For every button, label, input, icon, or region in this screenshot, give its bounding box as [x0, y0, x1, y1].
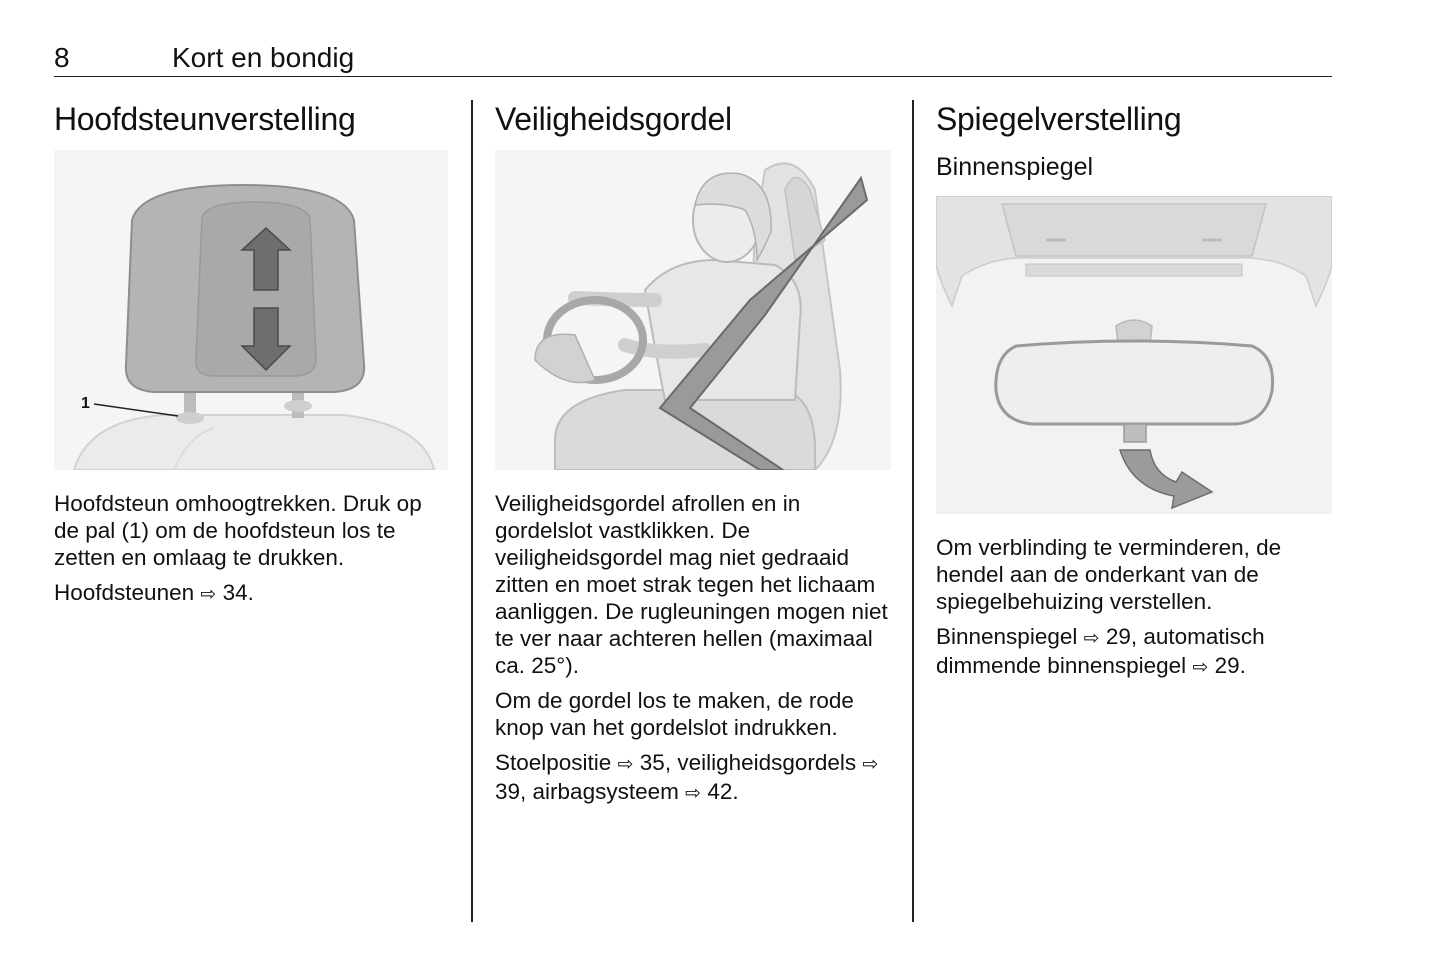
mirror-subtitle: Binnenspiegel	[936, 153, 1094, 181]
column-headrest	[54, 100, 452, 608]
reference-text: Stoelpositie	[495, 750, 612, 775]
reference-page: 34	[222, 580, 248, 605]
reference-page: 29	[1214, 653, 1240, 678]
reference-suffix: .	[247, 580, 254, 605]
page-reference-arrow-icon: ⇨	[862, 754, 879, 775]
reference-page: 29	[1105, 624, 1131, 649]
column-mirror	[936, 100, 1334, 681]
seatbelt-title: Veiligheidsgordel	[495, 101, 732, 137]
seatbelt-references	[495, 749, 893, 807]
callout-label-1: 1	[81, 395, 90, 412]
reference-suffix: , automatisch dimmende binnenspiegel	[936, 624, 1265, 678]
headrest-paragraph: Hoofdsteun omhoogtrekken. Druk op de pal (1) om de hoofdsteun los te zetten en omlaag te drukken.	[54, 491, 422, 570]
reference-suffix: .	[732, 779, 739, 804]
reference-page: 42	[707, 779, 733, 804]
seatbelt-paragraph-1: Veiligheidsgordel afrollen en in gordelslot vastklikken. De veiligheidsgordel mag niet gedraaid zitten en moet strak tegen het lichaam aanliggen. De rugleuningen mogen niet te ver naar achteren hellen (maximaal ca. 25°).	[495, 491, 888, 678]
page-reference-arrow-icon: ⇨	[685, 783, 702, 804]
headrest-reference	[54, 579, 452, 608]
column-seatbelt	[495, 100, 893, 807]
page-reference-arrow-icon: ⇨	[1083, 628, 1100, 649]
page-reference-arrow-icon: ⇨	[200, 584, 217, 605]
reference-text: Binnenspiegel	[936, 624, 1078, 649]
reference-page: 35	[639, 750, 665, 775]
page-number: 8	[54, 42, 70, 73]
seatbelt-illustration	[495, 150, 891, 470]
mirror-illustration	[936, 196, 1332, 514]
reference-page: 39	[495, 779, 521, 804]
column-divider	[471, 100, 473, 922]
reference-text: Hoofdsteunen	[54, 580, 195, 605]
section-title: Kort en bondig	[172, 42, 355, 73]
reference-suffix: .	[1239, 653, 1246, 678]
page-reference-arrow-icon: ⇨	[1192, 657, 1209, 678]
mirror-references	[936, 623, 1334, 681]
page-reference-arrow-icon: ⇨	[617, 754, 634, 775]
mirror-title: Spiegelverstelling	[936, 101, 1182, 137]
seatbelt-paragraph-2: Om de gordel los te maken, de rode knop van het gordelslot indrukken.	[495, 688, 854, 740]
mirror-paragraph: Om verblinding te verminderen, de hendel aan de onderkant van de spiegelbehuizing verstellen.	[936, 535, 1282, 614]
headrest-illustration	[54, 150, 448, 470]
reference-suffix: , veiligheidsgordels	[664, 750, 857, 775]
reference-suffix: , airbagsysteem	[520, 779, 679, 804]
page-header	[54, 42, 1332, 77]
headrest-title: Hoofdsteunverstelling	[54, 101, 356, 137]
column-divider	[912, 100, 914, 922]
